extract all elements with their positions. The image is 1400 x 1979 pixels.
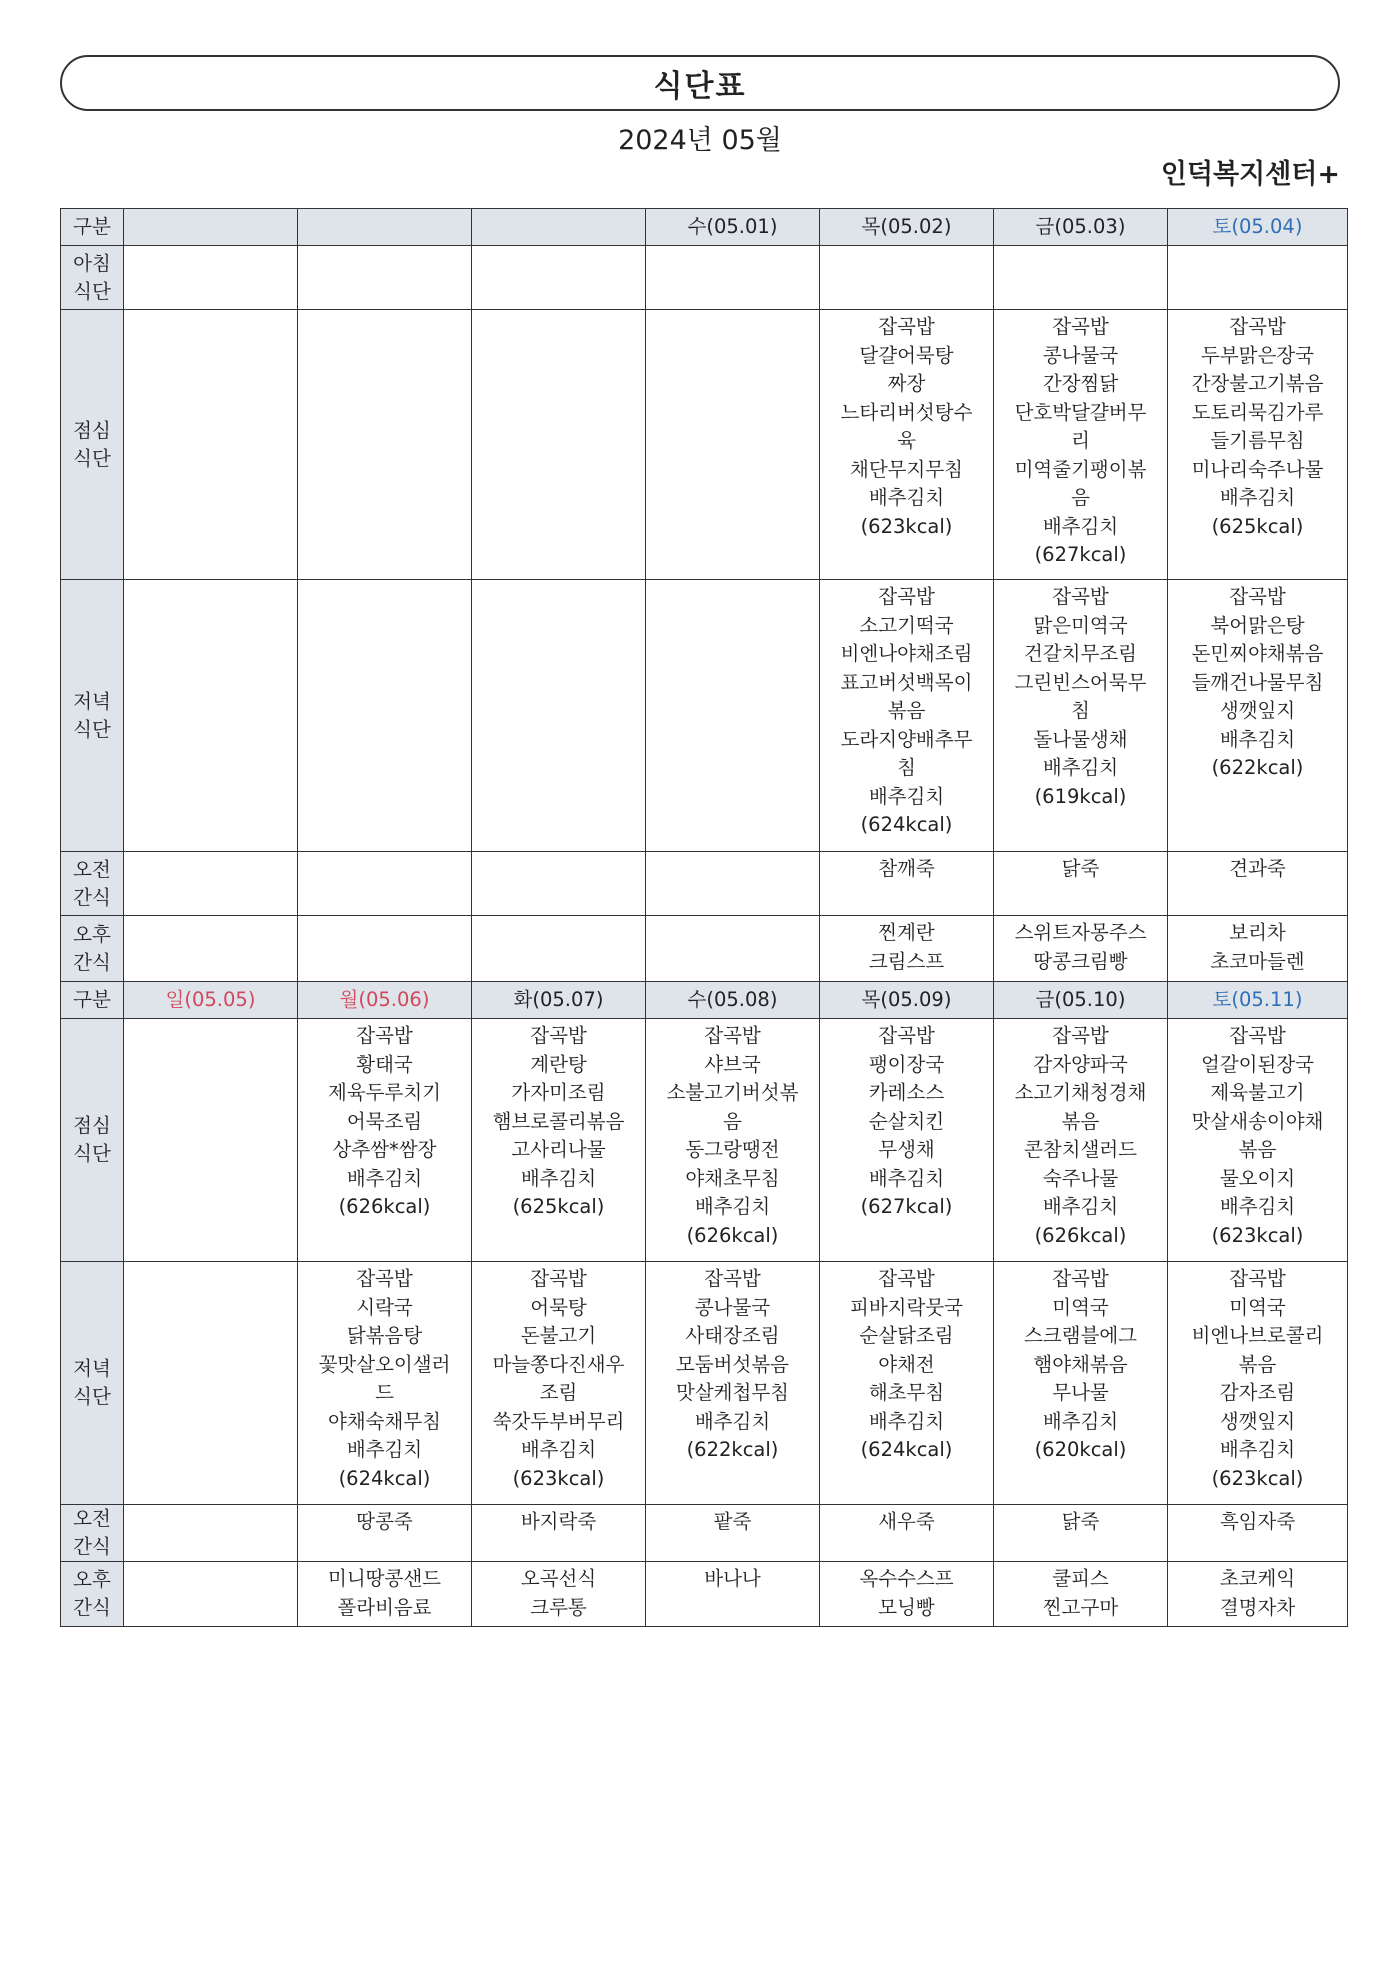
lunch-row [61, 1019, 1348, 1262]
menu-item: 콩나물국 [1042, 343, 1119, 367]
meal-cell [994, 916, 1168, 982]
meal-cell [820, 916, 994, 982]
meal-cell [298, 1262, 472, 1505]
menu-item: 땅콩죽 [356, 1510, 413, 1533]
menu-item: 야채숙채무침 [327, 1409, 442, 1433]
meal-cell [994, 1019, 1168, 1262]
menu-item: 야채전 [878, 1352, 935, 1376]
menu-item: 배추김치 [1042, 756, 1119, 779]
menu-item: 바나나 [704, 1567, 761, 1590]
menu-item: 배추김치 [1042, 514, 1119, 538]
menu-item: 찐계란 [878, 921, 935, 944]
day-label: 토(05.11) [1168, 982, 1348, 1019]
menu-item: (626kcal) [686, 1223, 779, 1247]
row-label [61, 310, 124, 580]
meal-cell [1168, 852, 1348, 916]
breakfast-row [61, 246, 1348, 310]
menu-item: (625kcal) [1211, 514, 1304, 538]
meal-cell [1168, 1505, 1348, 1562]
meal-cell [1168, 580, 1348, 852]
menu-item: (623kcal) [1211, 1223, 1304, 1247]
menu-item: 채단무지무침 [849, 457, 964, 481]
menu-item: 조림 [539, 1381, 578, 1404]
menu-item: 잡곡밥 [1229, 315, 1286, 338]
menu-item: 침 [897, 756, 916, 779]
menu-item: (626kcal) [338, 1195, 431, 1218]
meal-cell [646, 1019, 820, 1262]
menu-item: 잡곡밥 [878, 1024, 935, 1047]
menu-item: 배추김치 [868, 1166, 945, 1190]
menu-item: 간장불고기볶음 [1191, 372, 1324, 395]
menu-item: 표고버섯백목이 [840, 670, 973, 694]
menu-item: 카레소스 [868, 1081, 945, 1104]
center-name: 인덕복지센터+ [1160, 159, 1340, 190]
row-label-text: 식단 [73, 446, 111, 470]
meal-cell [472, 1562, 646, 1627]
row-label [61, 246, 124, 310]
menu-item: 짜장 [887, 372, 926, 395]
menu-item: 시락국 [356, 1295, 413, 1319]
menu-item: 햄브로콜리볶음 [492, 1109, 625, 1133]
menu-item: 순살치킨 [868, 1109, 945, 1133]
menu-item: 북어맑은탕 [1210, 613, 1305, 637]
meal-cell [298, 1019, 472, 1262]
menu-item: 생깻잎지 [1219, 1409, 1296, 1433]
meal-cell [298, 580, 472, 852]
menu-item: 어묵탕 [530, 1295, 587, 1319]
menu-item: 무생채 [878, 1138, 935, 1161]
menu-item: 돈민찌야채볶음 [1191, 642, 1324, 665]
menu-item: (624kcal) [860, 1438, 953, 1461]
menu-item: 모둠버섯볶음 [675, 1352, 790, 1376]
menu-item: 닭죽 [1061, 857, 1100, 880]
menu-item: 모닝빵 [878, 1595, 935, 1619]
menu-item: 잡곡밥 [1052, 1024, 1109, 1047]
menu-item: 잡곡밥 [1052, 585, 1109, 608]
meal-cell [646, 1505, 820, 1562]
menu-item: 황태국 [356, 1052, 413, 1076]
menu-item: 폴라비음료 [337, 1595, 432, 1619]
row-label [61, 1562, 124, 1627]
menu-item: 닭볶음탕 [346, 1324, 423, 1347]
menu-item: 배추김치 [1042, 1409, 1119, 1433]
meal-cell [994, 246, 1168, 310]
row-label-text: 오전 [73, 857, 111, 881]
menu-item: 볶음 [1238, 1138, 1277, 1161]
menu-item: 잡곡밥 [356, 1267, 413, 1290]
lunch-row [61, 310, 1348, 580]
meal-cell [646, 310, 820, 580]
meal-cell [820, 1505, 994, 1562]
menu-item: 새우죽 [878, 1510, 935, 1533]
menu-item: (627kcal) [1034, 543, 1127, 566]
menu-item: (627kcal) [860, 1195, 953, 1218]
menu-item: 초코케익 [1219, 1567, 1296, 1590]
day-label: 토(05.04) [1168, 209, 1348, 246]
menu-item: 땅콩크림빵 [1033, 949, 1128, 973]
day-label: 월(05.06) [298, 982, 472, 1019]
row-label-text: 식단 [73, 1385, 111, 1408]
menu-item: 배추김치 [1219, 486, 1296, 509]
row-label-text: 오후 [73, 922, 111, 946]
meal-cell [994, 1262, 1168, 1505]
row-label [61, 852, 124, 916]
menu-item: 볶음 [1238, 1352, 1277, 1376]
pm-snack-row [61, 916, 1348, 982]
menu-item: 잡곡밥 [704, 1267, 761, 1290]
meal-cell [820, 246, 994, 310]
menu-item: 찐고구마 [1042, 1595, 1119, 1619]
meal-cell [1168, 310, 1348, 580]
menu-item: 흑임자죽 [1219, 1510, 1296, 1533]
menu-item: (623kcal) [1211, 1466, 1304, 1490]
menu-item: 잡곡밥 [1229, 1024, 1286, 1047]
menu-item: 숙주나물 [1042, 1166, 1119, 1190]
menu-item: 달걀어묵탕 [859, 343, 954, 367]
menu-item: 잡곡밥 [878, 585, 935, 608]
menu-item: (626kcal) [1034, 1223, 1127, 1247]
row-label [61, 1019, 124, 1262]
dinner-row [61, 1262, 1348, 1505]
meal-cell [472, 246, 646, 310]
menu-item: 초코마들렌 [1210, 949, 1305, 973]
menu-item: 제육불고기 [1210, 1081, 1305, 1104]
menu-item: (625kcal) [512, 1195, 605, 1218]
meal-cell [472, 1019, 646, 1262]
menu-item: 순살닭조림 [859, 1324, 954, 1347]
menu-item: 동그랑땡전 [685, 1138, 780, 1161]
meal-cell [124, 310, 298, 580]
meal-cell [124, 1562, 298, 1627]
menu-item: 배추김치 [1219, 727, 1296, 751]
day-label: 화(05.07) [472, 982, 646, 1019]
row-label-text: 간식 [73, 1535, 111, 1558]
menu-item: 배추김치 [868, 784, 945, 808]
menu-item: 배추김치 [694, 1409, 771, 1433]
menu-item: 소고기떡국 [859, 613, 954, 637]
meal-cell [820, 310, 994, 580]
menu-item: 잡곡밥 [1229, 1267, 1286, 1290]
day-label [124, 209, 298, 246]
menu-item: 배추김치 [520, 1438, 597, 1461]
menu-item: 팽이장국 [868, 1052, 945, 1076]
meal-cell [646, 852, 820, 916]
meal-cell [124, 580, 298, 852]
row-label-text: 식단 [73, 1142, 111, 1165]
menu-item: 두부맑은장국 [1200, 343, 1315, 367]
menu-item: 배추김치 [346, 1438, 423, 1461]
row-label-text: 아침 [73, 251, 111, 275]
menu-item: (619kcal) [1034, 784, 1127, 808]
menu-item: 피바지락뭇국 [849, 1295, 964, 1319]
meal-cell [298, 852, 472, 916]
menu-item: 들깨건나물무침 [1191, 670, 1324, 694]
menu-item: 물오이지 [1219, 1166, 1296, 1190]
menu-item: 사태장조림 [685, 1324, 780, 1347]
menu-item: 팥죽 [713, 1510, 752, 1533]
category-label: 구분 [61, 982, 124, 1019]
meal-cell [472, 916, 646, 982]
meal-cell [646, 580, 820, 852]
meal-cell [994, 580, 1168, 852]
menu-item: 바지락죽 [520, 1510, 597, 1533]
row-label-text: 오전 [73, 1507, 111, 1530]
menu-item: 도토리묵김가루 [1191, 400, 1324, 424]
menu-item: 스크램블에그 [1023, 1324, 1138, 1347]
meal-cell [1168, 916, 1348, 982]
menu-item: 소고기채청경채 [1014, 1081, 1147, 1104]
menu-item: 꽃맛살오이샐러 [318, 1352, 451, 1376]
row-label-text: 간식 [73, 885, 111, 909]
meal-cell [646, 246, 820, 310]
menu-item: 감자양파국 [1033, 1052, 1128, 1076]
menu-item: (624kcal) [860, 813, 953, 836]
meal-cell [994, 1505, 1168, 1562]
menu-item: 간장찜닭 [1042, 372, 1119, 395]
meal-cell [1168, 1019, 1348, 1262]
pm-snack-row [61, 1562, 1348, 1627]
meal-cell [646, 916, 820, 982]
day-label: 금(05.03) [994, 209, 1168, 246]
menu-item: 비엔나야채조림 [840, 642, 973, 665]
meal-cell [1168, 246, 1348, 310]
menu-item: 미니땅콩샌드 [327, 1567, 442, 1590]
menu-item: 맑은미역국 [1033, 613, 1128, 637]
meal-cell [124, 1262, 298, 1505]
title-banner [60, 55, 1340, 111]
menu-item: 스위트자몽주스 [1014, 921, 1147, 944]
day-label: 일(05.05) [124, 982, 298, 1019]
meal-cell [994, 310, 1168, 580]
meal-cell [1168, 1262, 1348, 1505]
menu-item: 배추김치 [868, 1409, 945, 1433]
meal-cell [646, 1562, 820, 1627]
menu-item: 배추김치 [1219, 1438, 1296, 1461]
menu-item: 돈불고기 [520, 1324, 597, 1347]
menu-item: 단호박달걀버무 [1014, 400, 1147, 424]
menu-item: 햄야채볶음 [1033, 1352, 1128, 1376]
dinner-row [61, 580, 1348, 852]
menu-item: 잡곡밥 [356, 1024, 413, 1047]
meal-cell [298, 916, 472, 982]
row-label [61, 916, 124, 982]
menu-item: 쑥갓두부버무리 [492, 1409, 625, 1433]
menu-item: 잡곡밥 [1229, 585, 1286, 608]
menu-item: 드 [375, 1381, 394, 1404]
menu-item: 생깻잎지 [1219, 699, 1296, 722]
day-label: 수(05.01) [646, 209, 820, 246]
row-label [61, 1262, 124, 1505]
menu-item: 배추김치 [1219, 1195, 1296, 1218]
row-label [61, 1505, 124, 1562]
menu-item: (624kcal) [338, 1466, 431, 1490]
menu-item: 닭죽 [1061, 1510, 1100, 1533]
menu-item: 잡곡밥 [1052, 1267, 1109, 1290]
menu-item: 맛살새송이야채 [1191, 1109, 1324, 1133]
menu-item: 콘참치샐러드 [1023, 1138, 1138, 1161]
menu-item: 맛살케첩무침 [675, 1381, 790, 1404]
menu-item: 얼갈이된장국 [1200, 1052, 1315, 1076]
day-label [298, 209, 472, 246]
row-label [61, 580, 124, 852]
menu-item: 미역줄기팽이볶 [1014, 457, 1147, 481]
menu-item: 배추김치 [694, 1195, 771, 1218]
menu-item: 고사리나물 [511, 1138, 606, 1161]
am-snack-row [61, 1505, 1348, 1562]
meal-cell [298, 1562, 472, 1627]
menu-item: 볶음 [887, 699, 926, 722]
menu-item: 잡곡밥 [1052, 315, 1109, 338]
menu-item: (623kcal) [512, 1466, 605, 1490]
meal-cell [124, 852, 298, 916]
meal-cell [124, 246, 298, 310]
meal-cell [472, 1262, 646, 1505]
menu-item: 들기름무침 [1210, 429, 1305, 452]
menu-item: 견과죽 [1229, 857, 1286, 880]
menu-item: (622kcal) [686, 1438, 779, 1461]
row-label-text: 오후 [73, 1568, 111, 1591]
menu-item: 배추김치 [868, 486, 945, 509]
meal-cell [994, 852, 1168, 916]
meal-cell [298, 246, 472, 310]
meal-cell [994, 1562, 1168, 1627]
menu-item: 비엔나브로콜리 [1191, 1324, 1324, 1347]
meal-cell [820, 1019, 994, 1262]
menu-item: 계란탕 [530, 1052, 587, 1076]
menu-item: 감자조림 [1219, 1381, 1296, 1404]
meal-cell [298, 1505, 472, 1562]
menu-item: 콩나물국 [694, 1295, 771, 1319]
menu-item: (620kcal) [1034, 1438, 1127, 1461]
menu-item: 음 [1071, 486, 1090, 509]
day-label: 수(05.08) [646, 982, 820, 1019]
menu-item: 오곡선식 [520, 1567, 597, 1590]
row-label-text: 간식 [73, 1596, 111, 1619]
menu-item: 소불고기버섯볶 [666, 1081, 799, 1104]
menu-item: 리 [1071, 429, 1090, 452]
menu-item: 볶음 [1061, 1109, 1100, 1133]
row-label-text: 식단 [73, 717, 111, 741]
menu-item: 돌나물생채 [1033, 727, 1128, 751]
menu-item: 잡곡밥 [704, 1024, 761, 1047]
meal-cell [124, 1505, 298, 1562]
menu-item: 해초무침 [868, 1381, 945, 1404]
menu-item: 잡곡밥 [530, 1267, 587, 1290]
menu-item: 결명자차 [1219, 1595, 1296, 1619]
menu-item: 제육두루치기 [327, 1081, 442, 1104]
menu-item: 무나물 [1052, 1381, 1109, 1404]
menu-item: 상추쌈*쌈장 [332, 1138, 437, 1161]
menu-item: 침 [1071, 699, 1090, 722]
meal-cell [820, 1562, 994, 1627]
meal-cell [472, 852, 646, 916]
row-label-text: 점심 [73, 1114, 111, 1137]
meal-cell [124, 916, 298, 982]
day-header-row [61, 209, 1348, 246]
day-label: 목(05.02) [820, 209, 994, 246]
day-label: 금(05.10) [994, 982, 1168, 1019]
menu-item: 배추김치 [346, 1166, 423, 1190]
meal-cell [820, 580, 994, 852]
menu-item: (622kcal) [1211, 756, 1304, 779]
meal-cell [646, 1262, 820, 1505]
meal-cell [472, 580, 646, 852]
menu-item: 배추김치 [1042, 1195, 1119, 1218]
menu-item: 크루통 [530, 1595, 587, 1619]
menu-item: 가자미조림 [511, 1081, 606, 1104]
meal-cell [820, 852, 994, 916]
menu-item: 미나리숙주나물 [1191, 457, 1324, 481]
menu-item: 샤브국 [704, 1052, 761, 1076]
menu-item: 배추김치 [520, 1166, 597, 1190]
menu-item: 크림스프 [868, 949, 945, 973]
row-label-text: 점심 [73, 418, 111, 442]
row-label-text: 식단 [73, 279, 111, 303]
menu-item: 잡곡밥 [878, 315, 935, 338]
menu-item: 건갈치무조림 [1023, 642, 1138, 665]
menu-item: 옥수수스프 [859, 1567, 954, 1590]
menu-item: 느타리버섯탕수 [840, 400, 973, 424]
meal-cell [1168, 1562, 1348, 1627]
meal-table [60, 208, 1348, 1627]
menu-item: 잡곡밥 [530, 1024, 587, 1047]
menu-item: 도라지양배추무 [840, 727, 973, 751]
menu-item: 보리차 [1229, 921, 1286, 944]
day-label: 목(05.09) [820, 982, 994, 1019]
row-label-text: 저녁 [73, 1357, 111, 1380]
day-label [472, 209, 646, 246]
menu-item: 미역국 [1052, 1295, 1109, 1319]
page-title: 식단표 [653, 69, 747, 104]
menu-item: 쿨피스 [1052, 1567, 1109, 1590]
menu-item: (623kcal) [860, 514, 953, 538]
meal-cell [472, 1505, 646, 1562]
menu-item: 마늘쫑다진새우 [492, 1352, 625, 1376]
menu-item: 음 [723, 1109, 742, 1133]
menu-item: 그린빈스어묵무 [1014, 670, 1147, 694]
month-label: 2024년 05월 [618, 125, 782, 156]
meal-cell [298, 310, 472, 580]
menu-item: 야채초무침 [685, 1166, 780, 1190]
menu-item: 어묵조림 [346, 1109, 423, 1133]
menu-item: 미역국 [1229, 1295, 1286, 1319]
meal-cell [472, 310, 646, 580]
category-label: 구분 [61, 209, 124, 246]
menu-item: 육 [897, 429, 916, 452]
menu-item: 잡곡밥 [878, 1267, 935, 1290]
meal-cell [820, 1262, 994, 1505]
row-label-text: 간식 [73, 950, 111, 974]
row-label-text: 저녁 [73, 689, 111, 713]
menu-item: 참깨죽 [878, 857, 935, 880]
day-header-row [61, 982, 1348, 1019]
meal-cell [124, 1019, 298, 1262]
am-snack-row [61, 852, 1348, 916]
